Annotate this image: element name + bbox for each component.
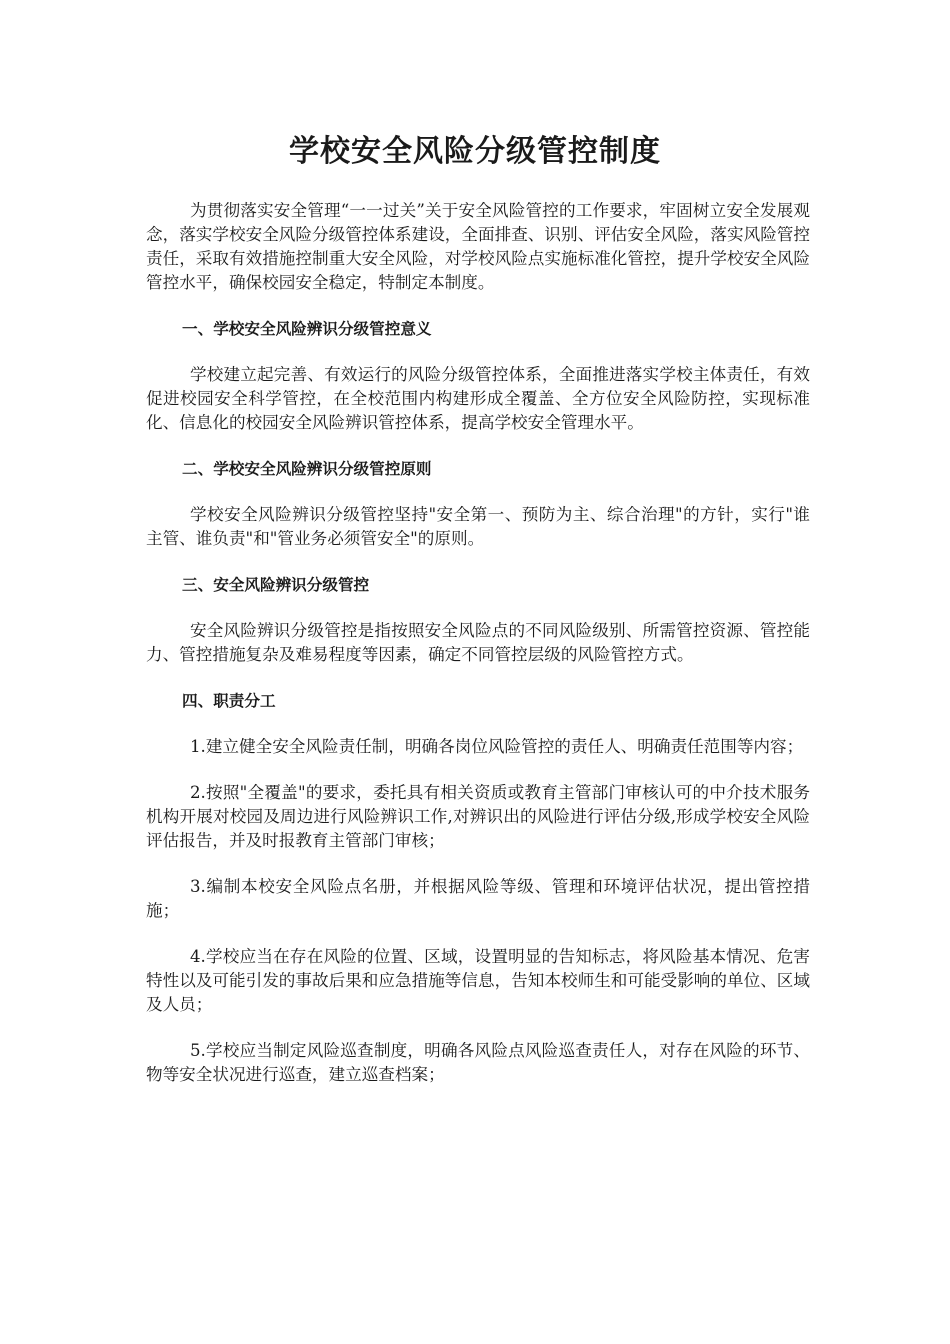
responsibility-item: 2.按照"全覆盖"的要求，委托具有相关资质或教育主管部门审核认可的中介技术服务机构开展对校园及周边进行风险辨识工作,对辨识出的风险进行评估分级,形成学校安全风险评估报告，并及时报教育主管部门审核； xyxy=(146,783,810,850)
section-paragraph: 学校建立起完善、有效运行的风险分级管控体系，全面推进落实学校主体责任，有效促进校园安全科学管控，在全校范围内构建形成全覆盖、全方位安全风险防控，实现标准化、信息化的校园安全风险辨识管控体系，提高学校安全管理水平。 xyxy=(146,365,810,432)
section-heading-principles: 二、学校安全风险辨识分级管控原则 xyxy=(182,460,432,478)
document-title: 学校安全风险分级管控制度 xyxy=(289,134,661,169)
section-paragraph: 安全风险辨识分级管控是指按照安全风险点的不同风险级别、所需管控资源、管控能力、管控措施复杂及难易程度等因素，确定不同管控层级的风险管控方式。 xyxy=(146,621,810,664)
section-heading-control: 三、安全风险辨识分级管控 xyxy=(182,576,370,594)
section-heading-significance: 一、学校安全风险辨识分级管控意义 xyxy=(182,320,432,338)
section-heading-responsibilities: 四、职责分工 xyxy=(182,692,276,710)
intro-paragraph: 为贯彻落实安全管理“一一过关”关于安全风险管控的工作要求，牢固树立安全发展观念，落实学校安全风险分级管控体系建设，全面排查、识别、评估安全风险，落实风险管控责任，采取有效措施控制重大安全风险，对学校风险点实施标准化管控，提升学校安全风险管控水平，确保校园安全稳定，特制定本制度。 xyxy=(146,201,810,292)
responsibility-item: 5.学校应当制定风险巡查制度，明确各风险点风险巡查责任人，对存在风险的环节、物等安全状况进行巡查，建立巡查档案； xyxy=(146,1041,810,1084)
section-paragraph: 学校安全风险辨识分级管控坚持"安全第一、预防为主、综合治理"的方针，实行"谁主管、谁负责"和"管业务必须管安全"的原则。 xyxy=(146,505,810,548)
document-body xyxy=(146,199,810,1109)
responsibility-item: 4.学校应当在存在风险的位置、区域，设置明显的告知标志，将风险基本情况、危害特性以及可能引发的事故后果和应急措施等信息，告知本校师生和可能受影响的单位、区域及人员； xyxy=(146,947,810,1014)
responsibility-item: 3.编制本校安全风险点名册，并根据风险等级、管理和环境评估状况，提出管控措施； xyxy=(146,877,810,920)
responsibility-item: 1.建立健全安全风险责任制，明确各岗位风险管控的责任人、明确责任范围等内容； xyxy=(190,737,804,756)
